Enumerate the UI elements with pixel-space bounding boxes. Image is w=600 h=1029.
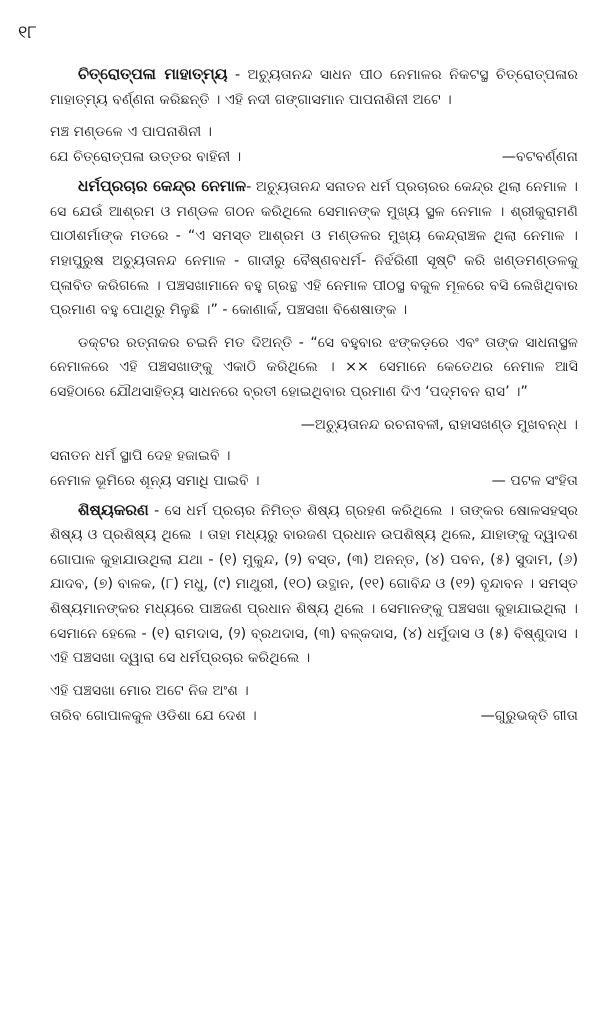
chitrotpala-verse	[50, 120, 578, 170]
chitrotpala-paragraph	[50, 62, 578, 112]
ratnakar-paragraph: ଡକ୍ଟର ରତ୍ନାକର ଚଇନି ମତ ଦିଅନ୍ତି - “ସେ ବହୁବାର ଝଙ୍କଡ଼ରେ ଏବଂ ତାଙ୍କ ସାଧନାସ୍ଥଳ ନେମାଳରେ ଏହି ପଞ୍ଚସଖାଙ୍କୁ ଏକାଠି କରିଥିଲେ । ×× ସେମାନେ କେତେଥର ନେମାଳ ଆସି ସେହିଠାରେ ଯୌଥସାହିତ୍ୟ ସାଧନରେ ବ୍ରତୀ ହୋଇଥିବାର ପ୍ରମାଣ ଦିଏ ‘ପଦ୍ମବନ ରାସ’ ।”	[50, 334, 578, 400]
chitrotpala-text: - ଅଚ୍ୟୁତାନନ୍ଦ ସାଧନ ପୀଠ ନେମାଳର ନିକଟସ୍ଥ ଚିତ୍ରୋତ୍ପଳାର ମାହାତ୍ମ୍ୟ ବର୍ଣ୍ଣନା କରିଛନ୍ତି । ଏହି ନଦୀ ଗଙ୍ଗାସମାନ ପାପନାଶିନୀ ଅଟେ ।	[50, 67, 579, 108]
patala-verse	[50, 444, 578, 494]
dharma-prachar-paragraph	[50, 174, 578, 323]
page-number: ୧୮	[18, 22, 37, 43]
verse-line: ତାରିବ ଗୋପାଳକୁଳ ଓଡିଶା ଯେ ଦେଶ ।	[50, 707, 257, 724]
verse-line: ମଞ୍ଚ ମଣ୍ଡଳେ ଏ ପାପନାଶିନୀ ।	[50, 124, 213, 141]
dharma-prachar-heading: ଧର୍ମପ୍ରଚାର କେନ୍ଦ୍ର ନେମାଳ	[78, 177, 247, 196]
verse-source: —ଗୁରୁଭକ୍ତି ଗୀତା	[480, 707, 578, 724]
dharma-prachar-text: - ଅଚ୍ୟୁତାନନ୍ଦ ସନାତନ ଧର୍ମ ପ୍ରଚାରର କେନ୍ଦ୍ର ଥିଲା ନେମାଳ । ସେ ଯେଉଁ ଆଶ୍ରମ ଓ ମଣ୍ଡଳ ଗଠନ କରିଥିଲେ ସେମାନଙ୍କ ମୁଖ୍ୟ ସ୍ଥଳ ନେମାଳ । ଶ୍ରୀକୁରାମଣି ପାଠୀଶର୍ମାଙ୍କ ମତରେ - “ଏ ସମସ୍ତ ଆଶ୍ରମ ଓ ମଣ୍ଡଳର ମୁଖ୍ୟ କେନ୍ଦ୍ରାଞ୍ଚଳ ଥିଲା ନେମାଳ । ମହାପୁରୁଷ ଅଚ୍ୟୁତାନନ୍ଦ ନେମାଳ - ଗାଦୀରୁ ବୈଷ୍ଣବଧର୍ମ- ନିର୍ଝରିଣୀ ସୃଷ୍ଟି କରି ଖଣ୍ଡମଣ୍ଡଳକୁ ପ୍ଳାବିତ କରିଗଲେ । ପଞ୍ଚସଖାମାନେ ବହୁ ଗ୍ରନ୍ଥ ଏହି ନେମାଳ ପୀଠସ୍ଥ ବକୁଳ ମୂଳରେ ବସି ଲେଖିଥିବାର ପ୍ରମାଣ ବହୁ ପୋଥିରୁ ମିଳୁଛି ।” - କୋଣାର୍କ, ପଞ୍ଚସଖା ବିଶେଷାଙ୍କ ।	[50, 179, 579, 319]
ratnakar-source: —ଅଚ୍ୟୁତାନନ୍ଦ ରଚନାବଳୀ, ରାହାସଖଣ୍ଡ ମୁଖବନ୍ଧ ।	[300, 416, 578, 433]
verse-source: — ପଟଳ ସଂହିତା	[491, 472, 578, 489]
verse-line: ସନାତନ ଧର୍ମ ସ୍ଥାପି ଦେହ ହଜାଇବି ।	[50, 447, 231, 464]
chitrotpala-heading: ଚିତ୍ରୋତ୍ପଳା ମାହାତ୍ମ୍ୟ	[78, 65, 228, 83]
page-body	[50, 62, 578, 733]
gurubhakti-verse	[50, 679, 578, 729]
verse-line: ଏହି ପଞ୍ଚସଖା ମୋର ଅଟେ ନିଜ ଅଂଶ ।	[50, 682, 249, 699]
shishyakaran-heading: ଶିଷ୍ୟକରଣ	[78, 500, 149, 519]
shishyakaran-paragraph	[50, 498, 578, 671]
shishyakaran-text: - ସେ ଧର୍ମ ପ୍ରଚାର ନିମିତ୍ତ ଶିଷ୍ୟ ଗ୍ରହଣ କରିଥିଲେ । ତାଙ୍କର ଷୋଳସହସ୍ର ଶିଷ୍ୟ ଓ ପ୍ରଶିଷ୍ୟ ଥିଲେ । ତାହା ମଧ୍ୟରୁ ବାରଜଣ ପ୍ରଧାନ ଉପଶିଷ୍ୟ ଥିଲେ, ଯାହାଙ୍କୁ ଦ୍ୱାଦଶ ଗୋପାଳ କୁହାଯାଉଥିଲା ଯଥା - (୧) ମୁକୁନ୍ଦ, (୨) ବସ୍ତ, (୩) ଅନନ୍ତ, (୪) ପବନ, (୫) ସୁଦାମ, (୬) ଯାଦବ, (୭) ବାଳକ, (୮) ମଧୁ, (୯) ମାଥୁରୀ, (୧୦) ଉତ୍ଥାନ, (୧୧) ଗୋବିନ୍ଦ ଓ (୧୨) ବୃନ୍ଦାବନ । ସମସ୍ତ ଶିଷ୍ୟମାନଙ୍କର ମଧ୍ୟରେ ପାଞ୍ଚଜଣ ପ୍ରଧାନ ଶିଷ୍ୟ ଥିଲେ । ସେମାନଙ୍କୁ ପଞ୍ଚସଖା କୁହାଯାଇଥିଲା । ସେମାନେ ହେଲେ - (୧) ରାମଦାସ, (୨) ବ୍ରଥଦାସ, (୩) ବଳ୍କଦାସ, (୪) ଧର୍ମୁଦାସ ଓ (୫) ବିଷ୍ଣୁଦାସ । ଏହି ପଞ୍ଚସଖା ଦ୍ୱାରା ସେ ଧର୍ମପ୍ରଚାର କରିଥିଲେ ।	[50, 502, 578, 667]
verse-line: ନେମାଳ ଭୂମିରେ ଶୂନ୍ୟ ସମାଧି ପାଇବି ।	[50, 472, 260, 489]
verse-source: —ବଟବର୍ଣ୍ଣନା	[501, 149, 578, 166]
verse-line: ଯେ ଚିତ୍ରୋତ୍ପଳା ଉତ୍ତର ବାହିନୀ ।	[50, 149, 242, 166]
